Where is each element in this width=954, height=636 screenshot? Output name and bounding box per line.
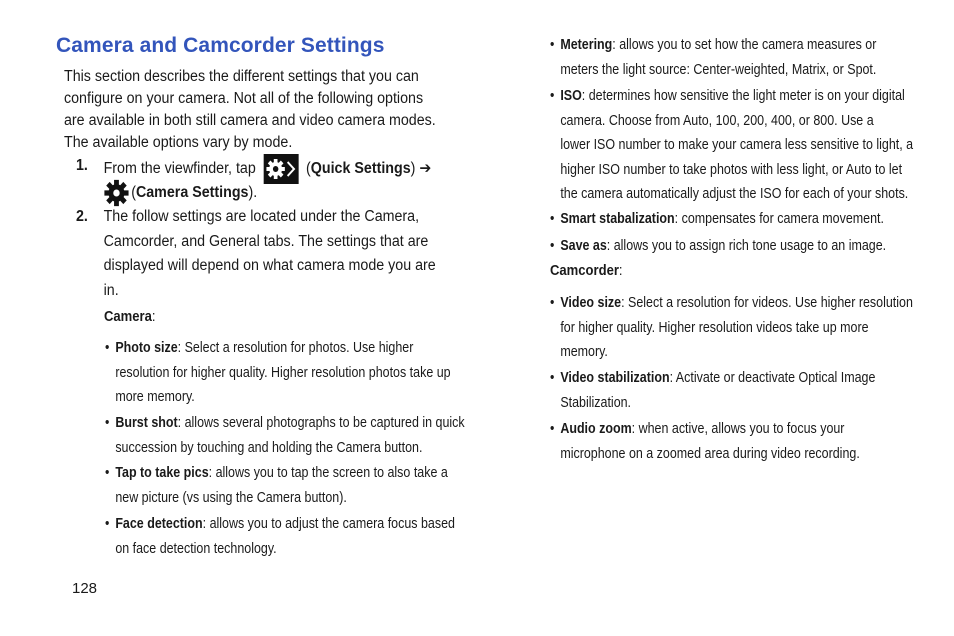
step-number: 2.	[76, 208, 88, 225]
camcorder-section-label: Camcorder:	[550, 263, 623, 279]
step-text: The follow settings are located under the Camera, Camcorder, and General tabs. The settings that are displayed will depend on what camera mode you are in.	[103, 208, 436, 299]
setting-term: Save as	[560, 238, 607, 254]
quick-settings-label: Quick Settings	[310, 160, 411, 178]
list-item-text: Metering: allows you to set how the camera measures or meters the light source: Center-weighted, Matrix, or Spot.	[560, 37, 877, 78]
setting-term: Tap to take pics	[115, 465, 209, 481]
intro-paragraph: This section describes the different settings that you can configure on your camera. Not all of the following options are available in both still camera and video camera modes. The available options vary by mode.	[64, 68, 436, 151]
list-item-text: Video stabilization: Activate or deactivate Optical Image Stabilization.	[560, 370, 876, 411]
bullet-dot: •	[550, 211, 555, 227]
bullet-dot: •	[105, 340, 110, 356]
list-item-text: ISO: determines how sensitive the light meter is on your digital camera. Choose from Auto, 100, 200, 400, or 800. Use a lower ISO number to make your camera less sensitive to light, a higher ISO number to take photos with less light, or Auto to let the camera automatically adjust the ISO for each of your shots.	[560, 88, 914, 202]
setting-term: ISO	[560, 88, 582, 104]
bullet-dot: •	[550, 421, 555, 437]
bullet-dot: •	[550, 370, 555, 386]
list-item-text: Photo size: Select a resolution for photos. Use higher resolution for higher quality. Higher resolution photos take up more memory.	[115, 340, 451, 405]
setting-term: Burst shot	[115, 415, 178, 431]
gear-icon	[104, 179, 130, 207]
page-number: 128	[72, 580, 98, 597]
bullet-dot: •	[105, 415, 110, 431]
list-item-text: Smart stabalization: compensates for camera movement.	[560, 211, 884, 227]
bullet-dot: •	[550, 295, 555, 311]
list-item-text: Face detection: allows you to adjust the camera focus based on face detection technology.	[115, 516, 455, 557]
setting-term: Face detection	[115, 516, 203, 532]
page-title: Camera and Camcorder Settings	[56, 34, 385, 57]
list-item-text: Save as: allows you to assign rich tone usage to an image.	[560, 238, 887, 254]
setting-term: Metering	[560, 37, 613, 53]
list-item-text: Video size: Select a resolution for videos. Use higher resolution for higher quality. Higher resolution videos take up more memory.	[560, 295, 913, 360]
setting-term: Photo size	[115, 340, 178, 356]
bullet-dot: •	[105, 465, 110, 481]
setting-term: Video size	[560, 295, 622, 311]
step-number: 1.	[76, 157, 88, 174]
setting-term: Smart stabalization	[560, 211, 675, 227]
list-item-text: Audio zoom: when active, allows you to focus your microphone on a zoomed area during video recording.	[560, 421, 860, 462]
bullet-dot: •	[105, 516, 110, 532]
camera-settings-label: Camera Settings	[135, 184, 249, 202]
setting-term: Audio zoom	[560, 421, 632, 437]
bullet-dot: •	[550, 37, 555, 53]
bullet-dot: •	[550, 238, 555, 254]
step-text: From the viewfinder, tap	[103, 160, 256, 178]
arrow-glyph: ➔	[419, 160, 432, 178]
list-item-text: Tap to take pics: allows you to tap the screen to also take a new picture (vs using the Camera button).	[115, 465, 448, 506]
list-item-text: Burst shot: allows several photographs to be captured in quick succession by touching and holding the Camera button.	[115, 415, 465, 456]
bullet-dot: •	[550, 88, 555, 104]
setting-term: Video stabilization	[560, 370, 670, 386]
camera-section-label: Camera:	[104, 309, 156, 325]
